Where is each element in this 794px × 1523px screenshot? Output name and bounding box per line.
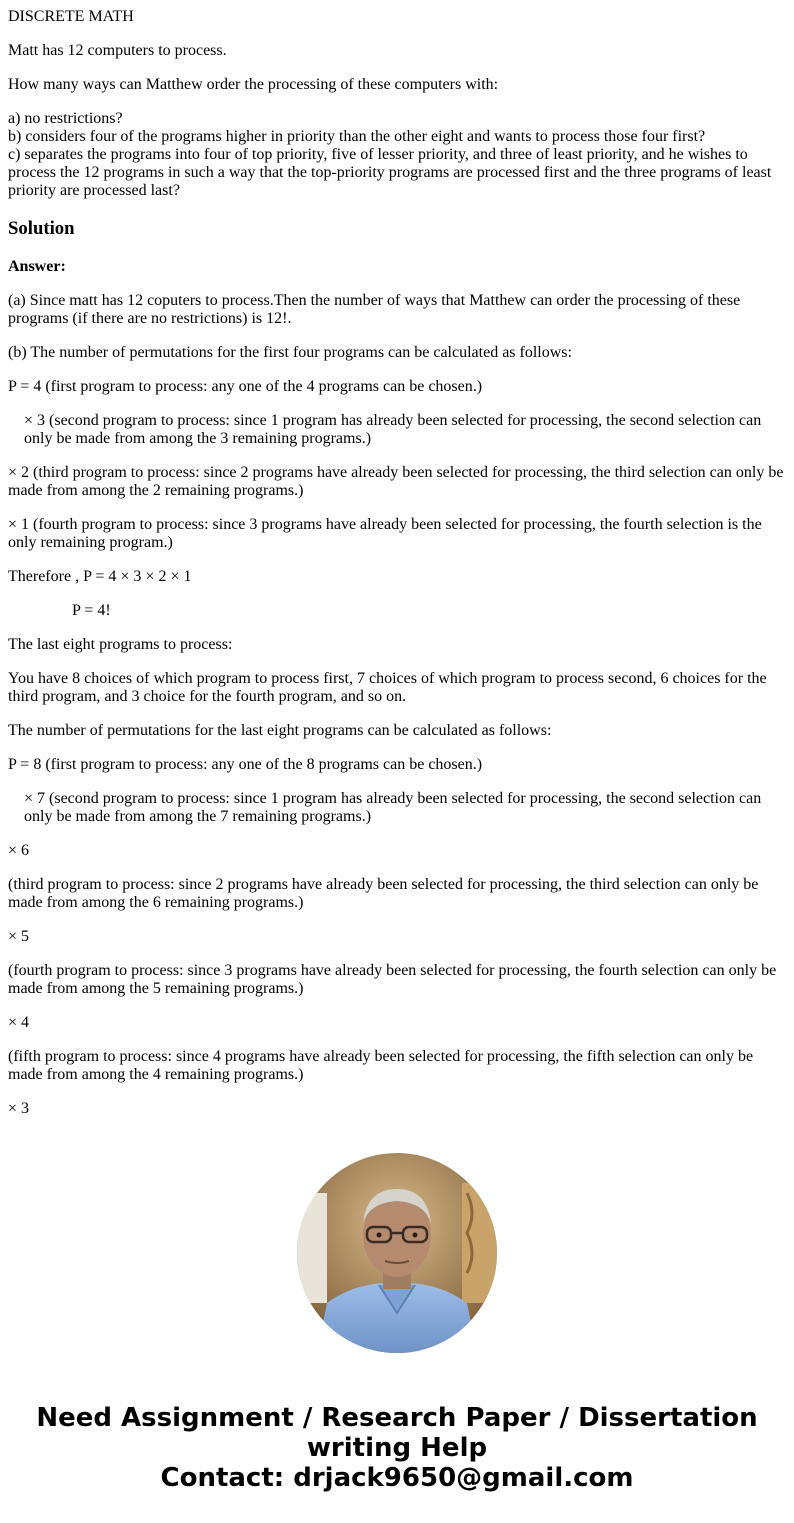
solution-heading: Solution: [8, 218, 75, 239]
solution-paragraph: Therefore , P = 4 × 3 × 2 × 1: [8, 568, 192, 585]
solution-paragraph: (a) Since matt has 12 coputers to process.Then the number of ways that Matthew can order the processing of these programs (if there are no restrictions) is 12!.: [8, 292, 741, 327]
promo-text: [0, 1403, 794, 1493]
solution-paragraph: You have 8 choices of which program to process first, 7 choices of which program to process second, 6 choices for the third program, and 3 choice for the fourth program, and so on.: [8, 670, 767, 705]
solution-paragraph: × 1 (fourth program to process: since 3 programs have already been selected for processing, the fourth selection is the only remaining program.): [8, 516, 762, 551]
solution-paragraph: × 7 (second program to process: since 1 program has already been selected for processing, the second selection can only be made from among the 7 remaining programs.): [24, 790, 762, 825]
solution-paragraph: (fourth program to process: since 3 programs have already been selected for processing, the fourth selection can only be made from among the 5 remaining programs.): [8, 962, 777, 997]
solution-paragraph: × 5: [8, 928, 30, 945]
promo-line: Need Assignment / Research Paper / Dissertation: [36, 1403, 758, 1433]
solution-paragraph: The number of permutations for the last eight programs can be calculated as follows:: [8, 722, 552, 739]
solution-paragraph: (b) The number of permutations for the first four programs can be calculated as follows:: [8, 344, 572, 361]
question-parts: [8, 110, 786, 200]
solution-paragraph: × 4: [8, 1014, 30, 1031]
question-prompt: How many ways can Matthew order the processing of these computers with:: [8, 76, 499, 93]
promo-line: writing Help: [306, 1433, 488, 1463]
solution-paragraph: (third program to process: since 2 programs have already been selected for processing, the third selection can only be made from among the 6 remaining programs.): [8, 876, 759, 911]
answer-label: Answer:: [8, 258, 66, 275]
question-part-b: b) considers four of the programs higher in priority than the other eight and wants to process those four first?: [8, 128, 706, 145]
promo-contact: Contact: drjack9650@gmail.com: [160, 1463, 634, 1493]
solution-paragraph: × 3 (second program to process: since 1 program has already been selected for processing, the second selection can only be made from among the 3 remaining programs.): [24, 412, 762, 447]
question-part-a: a) no restrictions?: [8, 110, 123, 127]
promo-footer: [0, 1122, 794, 1523]
question-part-c: c) separates the programs into four of top priority, five of lesser priority, and three of least priority, and he wishes to process the 12 programs in such a way that the top-priority programs are processed first and the three programs of least priority are processed last?: [8, 146, 772, 199]
question-title: DISCRETE MATH: [8, 8, 134, 25]
solution-paragraph: × 3: [8, 1100, 30, 1117]
solution-paragraph: P = 8 (first program to process: any one of the 8 programs can be chosen.): [8, 756, 483, 773]
question-intro: Matt has 12 computers to process.: [8, 42, 227, 59]
solution-paragraph: P = 4 (first program to process: any one of the 4 programs can be chosen.): [8, 378, 483, 395]
author-portrait-icon: [297, 1153, 497, 1353]
solution-paragraph: × 2 (third program to process: since 2 programs have already been selected for processing, the third selection can only be made from among the 2 remaining programs.): [8, 464, 784, 499]
solution-paragraph: The last eight programs to process:: [8, 636, 233, 653]
solution-paragraph: × 6: [8, 842, 30, 859]
solution-paragraph: (fifth program to process: since 4 programs have already been selected for processing, the fifth selection can only be made from among the 4 remaining programs.): [8, 1048, 754, 1083]
document-body: [8, 0, 786, 1122]
author-avatar: [297, 1153, 497, 1353]
solution-paragraph: P = 4!: [72, 602, 111, 619]
